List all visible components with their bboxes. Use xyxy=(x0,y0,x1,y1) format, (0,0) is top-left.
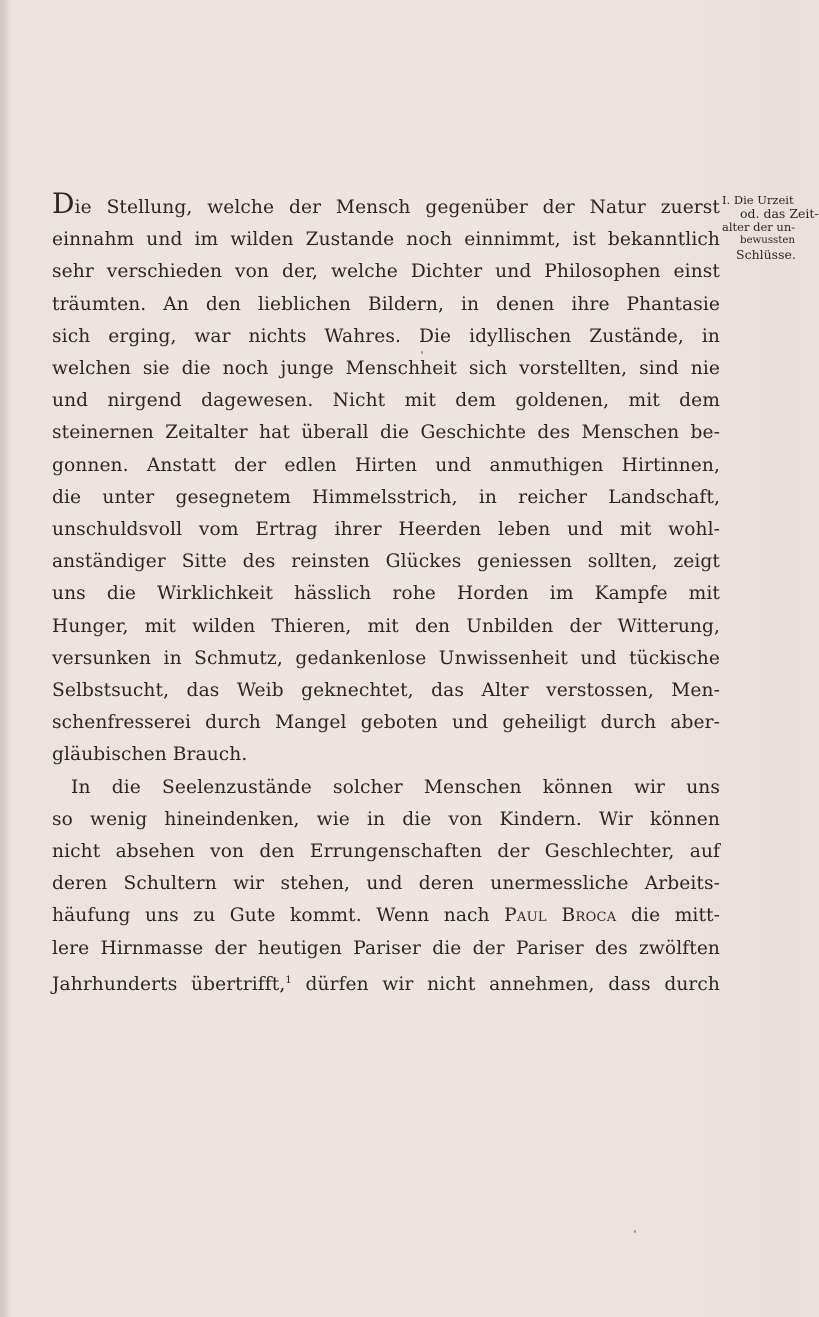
text-line: träumten. An den lieblichen Bildern, in denen ihre Phantasie xyxy=(52,293,720,315)
text-line: einnahm und im wilden Zustande noch einnimmt, ist bekanntlich xyxy=(52,229,720,251)
text-line: deren Schultern wir stehen, und deren unermessliche Arbeits- xyxy=(52,873,720,895)
margin-note-line: alter der un- xyxy=(722,219,796,234)
text-line: Hunger, mit wilden Thieren, mit den Unbilden der Witterung, xyxy=(52,615,720,637)
text-line: die unter gesegnetem Himmelsstrich, in reicher Landschaft, xyxy=(52,486,720,508)
author-name: Paul Broca xyxy=(504,905,617,927)
text-line: nicht absehen von den Errungenschaften der Geschlechter, auf xyxy=(52,841,720,863)
paper-speck xyxy=(634,1230,636,1233)
margin-note-line: I. Die Urzeit xyxy=(722,193,794,207)
text-line: uns die Wirklichkeit hässlich rohe Horden im Kampfe mit xyxy=(52,583,720,605)
text-line: anständiger Sitte des reinsten Glückes geniessen sollten, zeigt xyxy=(52,551,720,573)
text-line-paragraph-start: In die Seelenzustände solcher Menschen können wir uns xyxy=(71,776,720,798)
text-line: schenfresserei durch Mangel geboten und geheiligt durch aber- xyxy=(52,712,720,734)
text-line: welchen sie die noch junge Menschheit sich vorstellten, sind nie xyxy=(52,358,720,380)
text-line: steinernen Zeitalter hat überall die Geschichte des Menschen be- xyxy=(52,422,720,444)
text-line: sich erging, war nichts Wahres. Die idyllischen Zustände, in xyxy=(52,325,720,347)
body-text xyxy=(52,187,720,1001)
page-gutter-shadow xyxy=(0,0,10,1317)
text-line-with-footnote: Jahrhunderts übertrifft,$^1$ dürfen wir nicht annehmen, dass durch xyxy=(52,974,720,996)
text-line: lere Hirnmasse der heutigen Pariser die der Pariser des zwölften xyxy=(52,937,720,959)
text-line: sehr verschieden von der, welche Dichter und Philosophen einst xyxy=(52,261,720,283)
text-line: Selbstsucht, das Weib geknechtet, das Alter verstossen, Men- xyxy=(52,680,720,702)
margin-note xyxy=(722,193,819,262)
footnote-marker[interactable]: 1 xyxy=(285,974,292,986)
text-line: so wenig hineindenken, wie in die von Kindern. Wir können xyxy=(52,808,720,830)
margin-note-line: Schlüsse. xyxy=(736,246,796,262)
text-line-paragraph-end: gläubischen Brauch. xyxy=(52,744,248,766)
paper-speck xyxy=(421,351,423,354)
text-line: gonnen. Anstatt der edlen Hirten und anmuthigen Hirtinnen, xyxy=(52,454,720,476)
text-line-with-author: häufung uns zu Gute kommt. Wenn nach Paul Broca die mitt- xyxy=(52,905,720,927)
margin-note-line: bewussten xyxy=(740,235,795,247)
text-line: und nirgend dagewesen. Nicht mit dem goldenen, mit dem xyxy=(52,390,720,412)
drop-cap: D xyxy=(52,187,75,220)
text-line: unschuldsvoll vom Ertrag ihrer Heerden leben und mit wohl- xyxy=(52,519,720,541)
text-line: versunken in Schmutz, gedankenlose Unwissenheit und tückische xyxy=(52,647,720,669)
text-line: Die Stellung, welche der Mensch gegenüber der Natur zuerst xyxy=(52,187,720,220)
margin-note-line: od. das Zeit- xyxy=(740,206,819,222)
